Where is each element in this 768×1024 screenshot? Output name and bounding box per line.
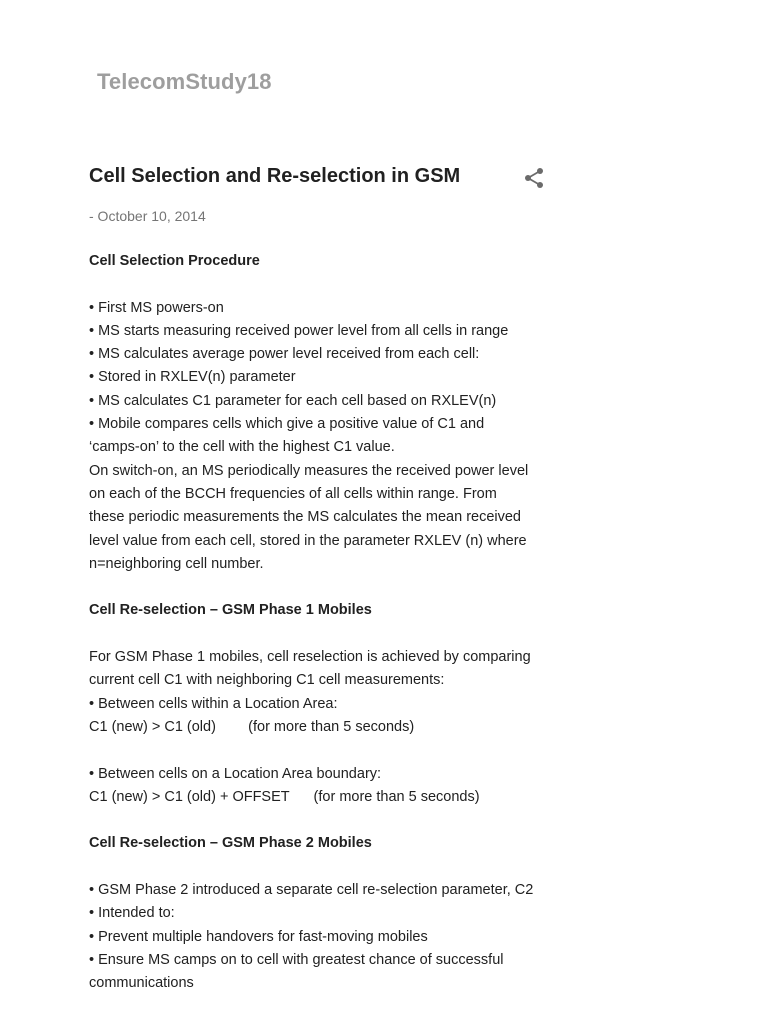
blank-line bbox=[89, 273, 559, 296]
body-line: • Intended to: bbox=[89, 905, 175, 922]
blank-line bbox=[89, 576, 559, 599]
body-line: On switch-on, an MS periodically measures the received power level bbox=[89, 462, 529, 479]
blog-title-link[interactable]: TelecomStudy18 bbox=[97, 69, 272, 94]
section-heading: Cell Selection Procedure bbox=[89, 253, 260, 269]
section-heading: Cell Re-selection – GSM Phase 2 Mobiles bbox=[89, 835, 372, 852]
blank-line bbox=[89, 623, 559, 646]
body-line: • MS calculates average power level received from each cell: bbox=[89, 346, 480, 363]
body-line: C1 (new) > C1 (old) + OFFSET (for more than 5 seconds) bbox=[89, 788, 480, 805]
section-heading: Cell Re-selection – GSM Phase 1 Mobiles bbox=[89, 602, 372, 619]
post-body bbox=[89, 250, 559, 996]
body-line: level value from each cell, stored in the parameter RXLEV (n) where bbox=[89, 532, 527, 549]
body-line: communications bbox=[89, 975, 194, 992]
body-line: • MS calculates C1 parameter for each cell based on RXLEV(n) bbox=[89, 392, 497, 409]
body-line: • Between cells within a Location Area: bbox=[89, 695, 338, 712]
share-button[interactable] bbox=[519, 164, 549, 192]
body-line: • MS starts measuring received power level from all cells in range bbox=[89, 322, 509, 339]
share-icon bbox=[524, 167, 544, 189]
body-line: current cell C1 with neighboring C1 cell measurements: bbox=[89, 672, 445, 689]
body-line: • GSM Phase 2 introduced a separate cell re-selection parameter, C2 bbox=[89, 882, 534, 899]
blank-line bbox=[89, 856, 559, 879]
body-line: these periodic measurements the MS calculates the mean received bbox=[89, 509, 521, 526]
blank-line bbox=[89, 809, 559, 832]
body-line: • Between cells on a Location Area boundary: bbox=[89, 765, 382, 782]
body-line: C1 (new) > C1 (old) (for more than 5 seconds) bbox=[89, 718, 415, 735]
body-line bbox=[89, 739, 559, 762]
body-line: • Mobile compares cells which give a positive value of C1 and bbox=[89, 416, 485, 433]
body-line: For GSM Phase 1 mobiles, cell reselection is achieved by comparing bbox=[89, 649, 531, 666]
post-date: - October 10, 2014 bbox=[89, 208, 206, 224]
body-line: n=neighboring cell number. bbox=[89, 555, 264, 572]
body-line: on each of the BCCH frequencies of all cells within range. From bbox=[89, 485, 497, 502]
post-title: Cell Selection and Re-selection in GSM bbox=[89, 165, 461, 187]
body-line: ‘camps-on’ to the cell with the highest C1 value. bbox=[89, 439, 395, 456]
body-line: • First MS powers-on bbox=[89, 299, 224, 316]
body-line: • Ensure MS camps on to cell with greatest chance of successful bbox=[89, 951, 504, 968]
body-line: • Stored in RXLEV(n) parameter bbox=[89, 369, 296, 386]
body-line: • Prevent multiple handovers for fast-moving mobiles bbox=[89, 928, 428, 945]
